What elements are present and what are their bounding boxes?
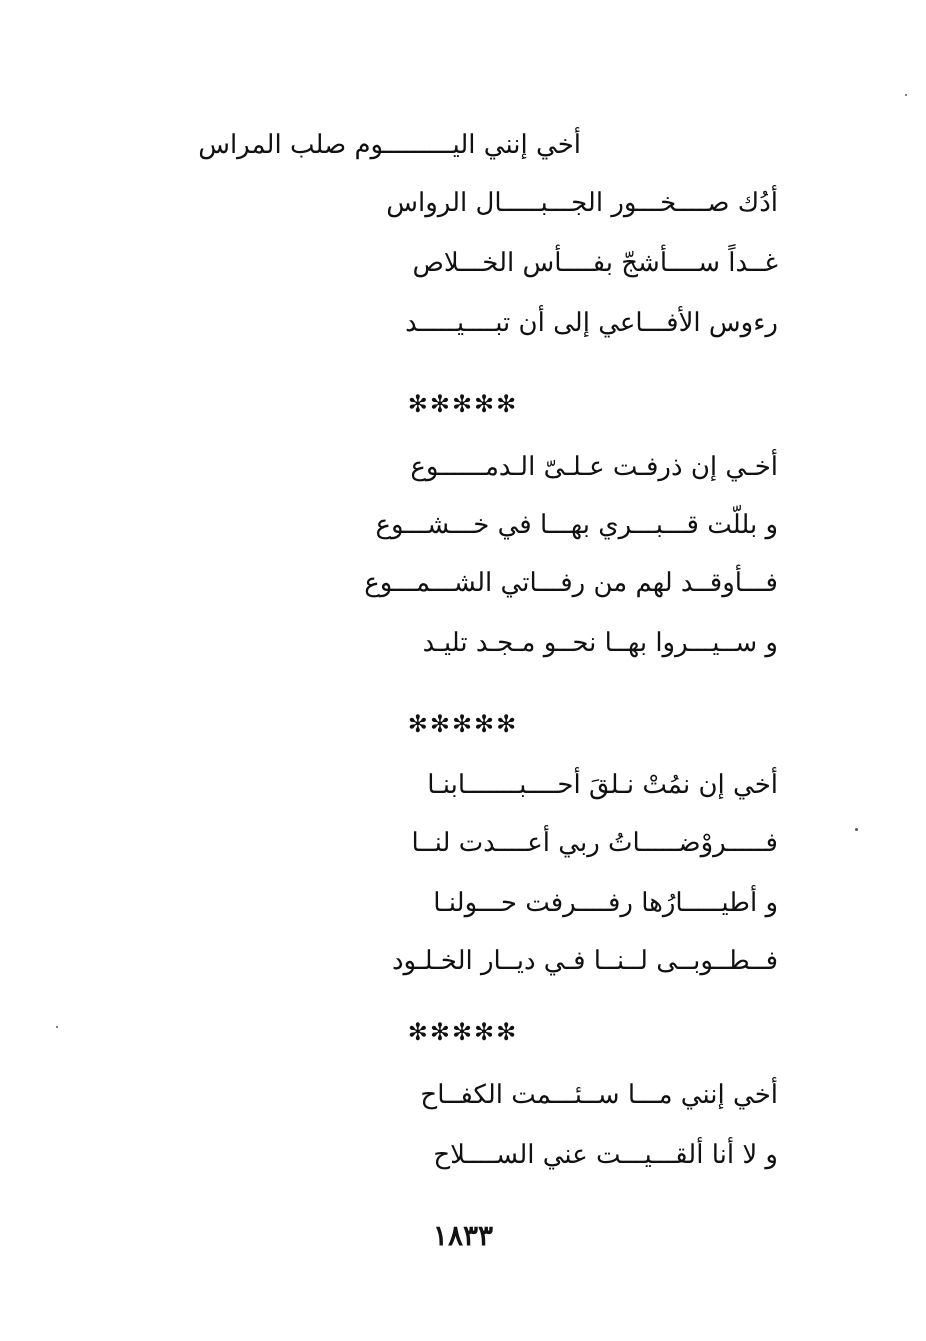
poem-line: أخي إنني اليـــــــــوم صلب المراس: [198, 130, 581, 160]
poem-line: أدُك صــــخـــور الجـــبـــــال الرواس: [386, 188, 778, 218]
scan-speck: [855, 828, 858, 831]
stanza-separator: ✻✻✻✻✻: [407, 1018, 519, 1046]
stanza-separator: ✻✻✻✻✻: [407, 390, 519, 418]
stanza-separator: ✻✻✻✻✻: [407, 710, 519, 738]
poem-line: أخـي إن ذرفـت عـلـىّ الـدمــــــوع: [410, 452, 778, 482]
poem-line: فـــــروْضـــــاتُ ربي أعــــدت لنــا: [411, 828, 778, 858]
scan-speck: [56, 1026, 58, 1028]
poem-line: فـــأوقــد لهم من رفـــاتي الشـــمـــوع: [364, 568, 778, 598]
poem-line: فــطــوبــى لــنــا فـي ديــار الخـلـود: [391, 946, 778, 976]
poem-line: و ســيـــروا بهــا نحــو مـجـد تليـد: [422, 628, 778, 658]
poem-line: أخي إنني مـــا ســئـــمت الكفــاح: [420, 1080, 778, 1110]
poem-line: رءوس الأفـــاعي إلى أن تبــــيـــــد: [405, 308, 778, 338]
page-number: ١٨٣٣: [432, 1219, 494, 1252]
poem-line: و بللّت قـــبـــري بهـــا في خـــشـــوع: [375, 510, 778, 540]
poem-line: أخي إن نمُتْ نـلقَ أحــــبـــــــابنـا: [427, 770, 778, 800]
poem-line: و أطيـــــارُها رفــــرفت حـــولنـا: [433, 888, 778, 918]
poem-line: و لا أنا ألقـــيـــت عني الســــلاح: [433, 1140, 778, 1170]
poem-line: غــداً ســــأشجّ بفــــأس الخـــلاص: [412, 248, 778, 278]
scan-speck: [905, 94, 907, 96]
